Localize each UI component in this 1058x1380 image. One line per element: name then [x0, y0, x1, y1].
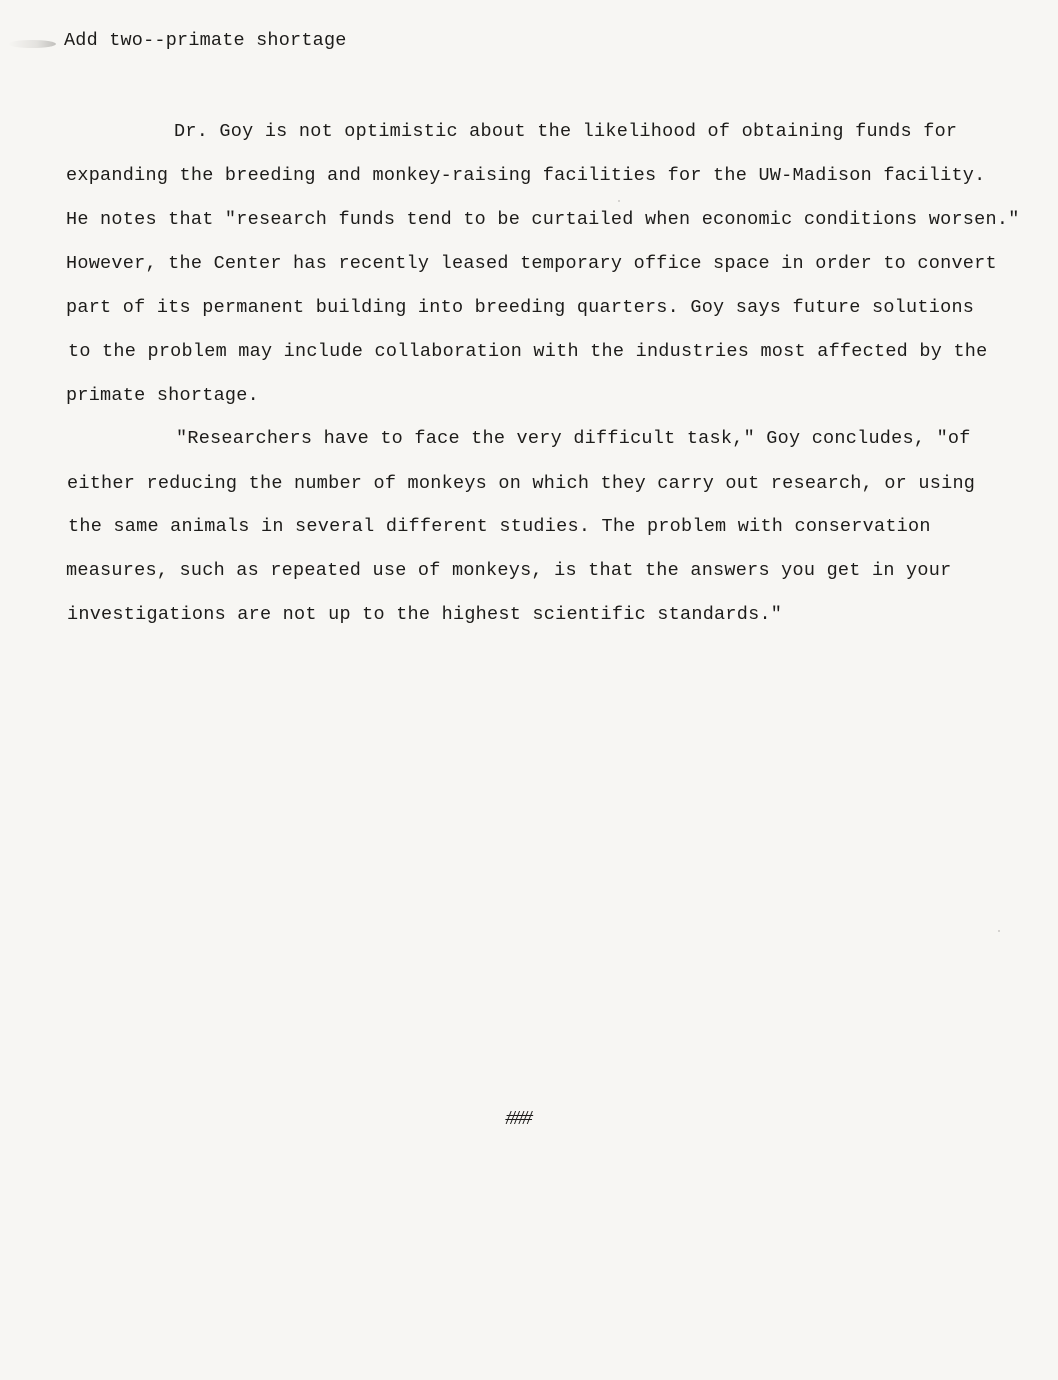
paragraph-1-line-2: expanding the breeding and monkey-raising facilities for the UW-Madison facility.	[66, 165, 986, 186]
paper-scuff-mark	[8, 40, 56, 48]
paragraph-1-line-5: part of its permanent building into breeding quarters. Goy says future solutions	[66, 297, 975, 318]
paragraph-2-line-1: "Researchers have to face the very difficult task," Goy concludes, "of	[176, 428, 971, 449]
paper-speck	[998, 930, 1000, 932]
paragraph-1-line-6: to the problem may include collaboration with the industries most affected by the	[68, 341, 988, 362]
paragraph-1-line-4: However, the Center has recently leased temporary office space in order to convert	[66, 253, 997, 274]
paragraph-1-line-3: He notes that "research funds tend to be curtailed when economic conditions worsen."	[66, 209, 1020, 230]
paragraph-2-line-3: the same animals in several different studies. The problem with conservation	[68, 516, 931, 537]
paper-speck	[618, 200, 620, 202]
paragraph-2-line-2: either reducing the number of monkeys on which they carry out research, or using	[67, 473, 976, 494]
end-of-release-mark: ###	[505, 1108, 531, 1130]
paragraph-2-line-4: measures, such as repeated use of monkeys, is that the answers you get in your	[66, 560, 952, 581]
paragraph-1-line-7: primate shortage.	[66, 385, 259, 406]
paragraph-2-line-5: investigations are not up to the highest scientific standards."	[67, 604, 783, 625]
paragraph-1-line-1: Dr. Goy is not optimistic about the likelihood of obtaining funds for	[174, 121, 958, 142]
page-slug: Add two--primate shortage	[64, 30, 347, 51]
